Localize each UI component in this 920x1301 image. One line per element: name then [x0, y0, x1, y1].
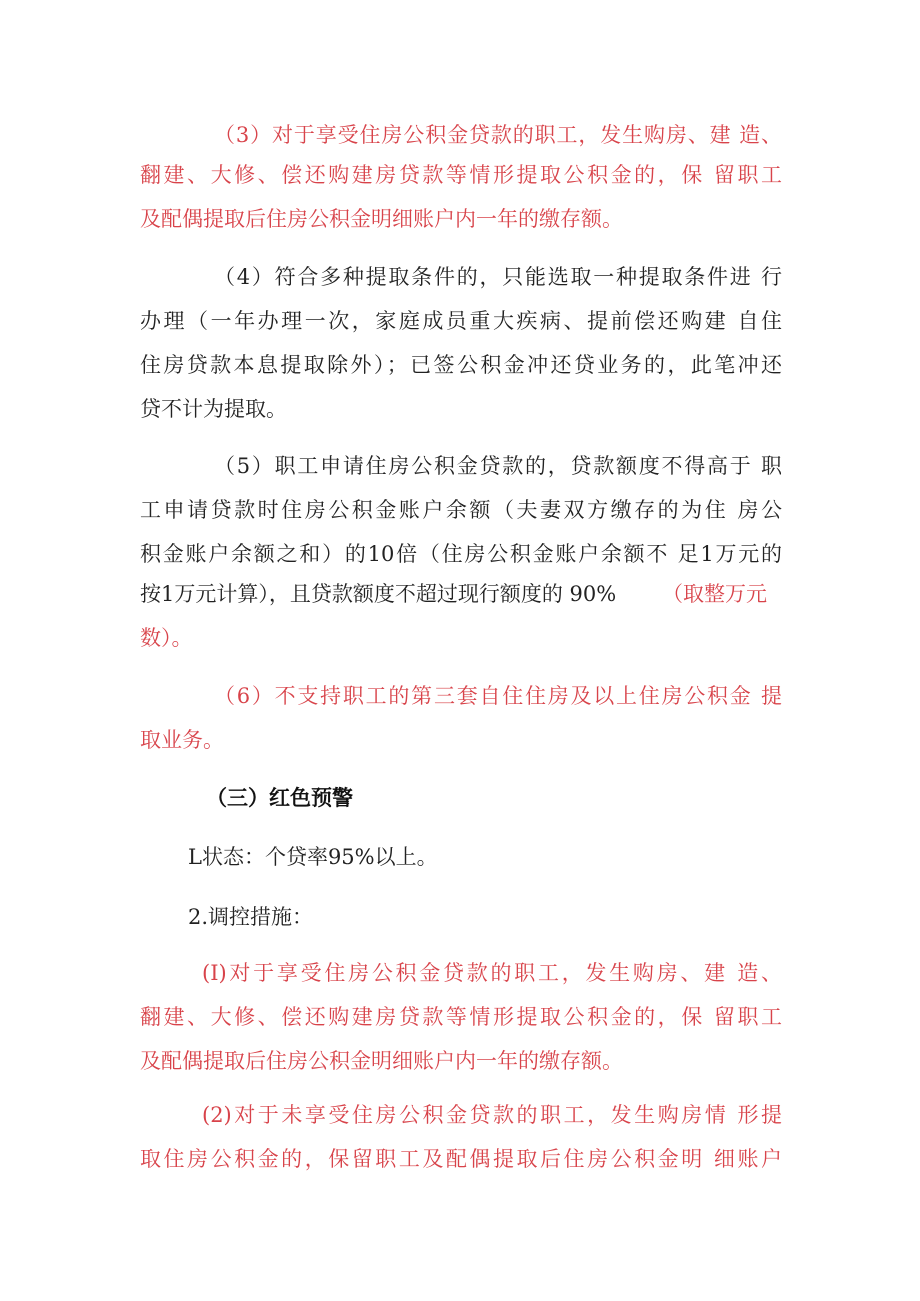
measure-1-line-3: 及配偶提取后住房公积金明细账户内一年的缴存额。: [140, 1049, 623, 1073]
paragraph-3-line-1: （3）对于享受住房公积金贷款的职工，发生购房、建 造、: [214, 123, 782, 147]
paragraph-6-line-1: （6）不支持职工的第三套自住住房及以上住房公积金 提: [214, 684, 782, 708]
section-heading: （三）红色预警: [206, 786, 353, 810]
paragraph-4-line-2: 办理（一年办理一次，家庭成员重大疾病、提前偿还购建 自住: [140, 309, 782, 333]
paragraph-4-line-4: 贷不计为提取。: [140, 397, 287, 421]
measure-2-line-1: (2)对于未享受住房公积金贷款的职工，发生购房情 形提: [202, 1103, 782, 1127]
measure-2-line-2: 取住房公积金的，保留职工及配偶提取后住房公积金明 细账户: [140, 1147, 782, 1171]
paragraph-3-line-2: 翻建、大修、偿还购建房贷款等情形提取公积金的，保 留职工: [140, 163, 782, 187]
measures-label: 2.调控措施：: [188, 905, 314, 929]
measure-1-line-2: 翻建、大修、偿还购建房贷款等情形提取公积金的，保 留职工: [140, 1005, 782, 1029]
paragraph-5-line-3: 积金账户余额之和）的10倍（住房公积金账户余额不 足1万元的: [140, 542, 782, 566]
paragraph-5-red-tail: （取整万元: [662, 582, 767, 606]
paragraph-5-line-1: （5）职工申请住房公积金贷款的，贷款额度不得高于 职: [214, 454, 782, 478]
paragraph-6-line-2: 取业务。: [140, 728, 224, 752]
paragraph-5-line-4: 按1万元计算），且贷款额度不超过现行额度的 90%: [140, 582, 617, 606]
paragraph-3-line-3: 及配偶提取后住房公积金明细账户内一年的缴存额。: [140, 207, 623, 231]
paragraph-5-line-2: 工申请贷款时住房公积金账户余额（夫妻双方缴存的为住 房公: [140, 498, 782, 522]
paragraph-4-line-3: 住房贷款本息提取除外）；已签公积金冲还贷业务的，此笔冲还: [140, 353, 782, 377]
paragraph-5-line-5: 数）。: [140, 626, 193, 650]
measure-1-line-1: (I)对于享受住房公积金贷款的职工，发生购房、建 造、: [202, 961, 782, 985]
paragraph-4-line-1: （4）符合多种提取条件的，只能选取一种提取条件进 行: [214, 265, 782, 289]
status-line: L状态：个贷率95%以上。: [188, 845, 438, 869]
